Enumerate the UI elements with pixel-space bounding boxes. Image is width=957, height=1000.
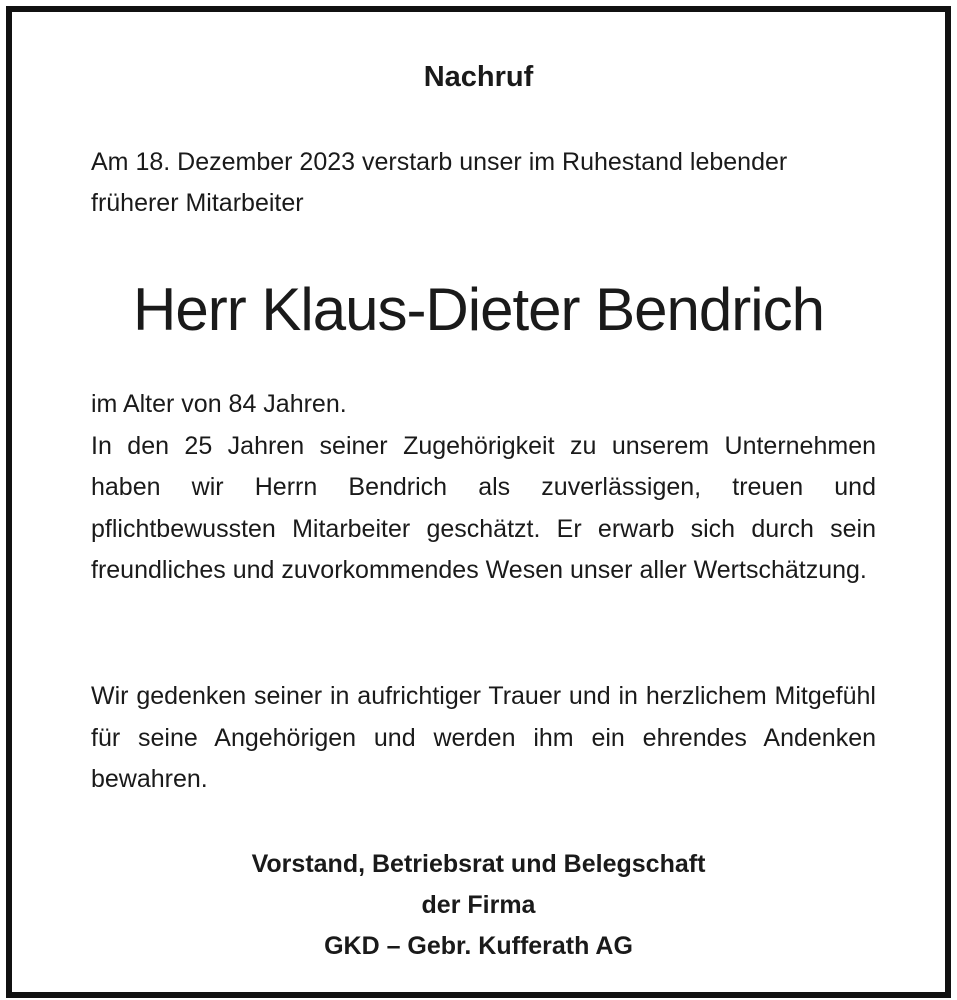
remembrance-text: Wir gedenken seiner in aufrichtiger Trauer und in herzlichem Mitgefühl für seine Angehörigen und werden ihm ein ehrendes Andenken bewahren. <box>91 682 876 793</box>
tribute-block <box>91 384 876 592</box>
age-line: im Alter von 84 Jahren. <box>91 390 347 418</box>
notice-title: Nachruf <box>423 61 534 93</box>
tribute-text: In den 25 Jahren seiner Zugehörigkeit zu unserem Unternehmen haben wir Herrn Bendrich als zuverlässigen, treuen und pflichtbewussten Mitarbeiter geschätzt. Er erwarb sich durch sein freundliches und zuvorkommendes Wesen unser aller Wertschätzung. <box>91 431 876 584</box>
signature-line-2: der Firma <box>421 891 536 919</box>
signature-line-1: Vorstand, Betriebsrat und Belegschaft <box>251 850 706 878</box>
remembrance-block <box>91 676 876 801</box>
obituary-frame <box>6 6 951 998</box>
deceased-name: Herr Klaus-Dieter Bendrich <box>133 276 824 343</box>
signature-line-3: GKD – Gebr. Kufferath AG <box>324 932 633 960</box>
intro-text: Am 18. Dezember 2023 verstarb unser im Ruhestand lebender früherer Mitarbeiter <box>91 148 788 217</box>
signature-block <box>12 844 945 967</box>
